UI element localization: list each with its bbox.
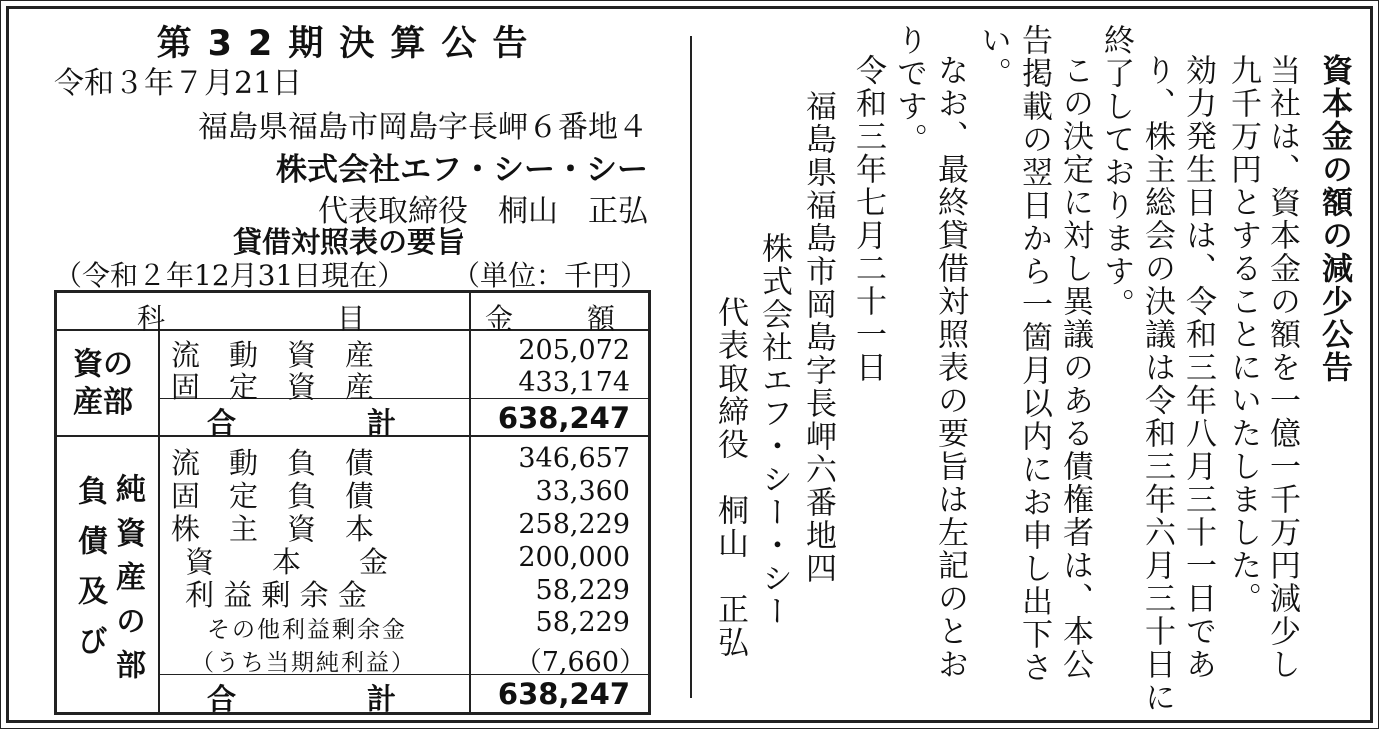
current-assets-value: 205,072 (518, 335, 630, 366)
assets-section-label-2: 産部 (73, 385, 133, 420)
amount-column-divider (469, 293, 471, 712)
assets-total-label-2: 計 (367, 406, 397, 440)
net-income-value: （7,660） (514, 647, 646, 678)
settlement-title: 第32期決算公告 (156, 24, 544, 64)
notice-date-vertical: 令和三年七月二十一日 (850, 54, 886, 384)
notice-company-vertical: 株式会社エフ・シー・シー (756, 232, 792, 628)
balance-sheet-title: 貸借対照表の要旨 (232, 225, 465, 259)
assets-section-divider (57, 435, 648, 437)
notice-col-7: 告掲載の翌日から一箇月以内にお申し出下さ (1016, 24, 1052, 684)
header-amount-2: 額 (587, 302, 616, 335)
liab-section-label-col1: 負債及び (72, 475, 107, 675)
notice-col-10: りです。 (891, 24, 927, 156)
notice-col-1: 当社は、資本金の額を一億一千万円減少し (1264, 54, 1300, 681)
balance-sheet-table (54, 290, 651, 715)
liab-total-label-1: 合 (207, 682, 237, 716)
header-item-1: 科 (137, 302, 166, 335)
other-retained-earnings-value: 58,229 (535, 607, 630, 638)
notice-date: 令和３年７月21日 (54, 66, 303, 101)
notice-col-6: この決定に対し異議のある債権者は、本公 (1057, 54, 1093, 681)
fixed-liabilities-value: 33,360 (535, 476, 630, 507)
notice-col-9: なお、最終貸借対照表の要旨は左記のとお (932, 54, 968, 681)
capital-stock-value: 200,000 (518, 542, 630, 573)
column-separator (690, 36, 692, 698)
assets-section-label-1: 資の (73, 347, 133, 382)
notice-col-8: い。 (975, 24, 1011, 90)
section-column-divider (158, 329, 160, 712)
liab-total-label-2: 計 (367, 682, 397, 716)
notice-representative-vertical: 代表取締役 桐山 正弘 (712, 296, 748, 659)
company-address: 福島県福島市岡島字長岬６番地４ (198, 110, 648, 145)
retained-earnings-label: 利 益 剰 余 金 (185, 578, 367, 612)
retained-earnings-value: 58,229 (535, 575, 630, 606)
shareholders-equity-value: 258,229 (518, 509, 630, 540)
notice-col-4: り、株主総会の決議は令和三年六月三十日に (1139, 54, 1175, 714)
liab-section-label-col2: 純資産の部 (110, 473, 145, 693)
notice-title: 資本金の額の減少公告 (1316, 54, 1352, 384)
liab-total-value: 638,247 (497, 677, 630, 711)
fixed-assets-label: 固 定 資 産 (171, 370, 375, 404)
current-assets-label: 流 動 資 産 (171, 338, 375, 372)
capital-stock-label: 資 本 金 (185, 545, 389, 579)
representative-name: 代表取締役 桐山 正弘 (318, 194, 648, 229)
shareholders-equity-label: 株 主 資 本 (171, 512, 375, 546)
unit-label: （単位：千円） (451, 259, 648, 292)
as-of-date: （令和２年12月31日現在） (54, 259, 406, 292)
fixed-liabilities-label: 固 定 負 債 (171, 479, 375, 513)
other-retained-earnings-label: その他利益剰余金 (207, 617, 407, 643)
header-amount-1: 金 (485, 302, 514, 335)
current-liabilities-value: 346,657 (518, 443, 630, 474)
fixed-assets-value: 433,174 (518, 367, 630, 398)
notice-address-vertical: 福島県福島市岡島字長岬六番地四 (800, 90, 836, 585)
current-liabilities-label: 流 動 負 債 (171, 446, 375, 480)
notice-col-2: 九千万円とすることにいたしました。 (1225, 54, 1261, 615)
notice-col-5: 終了しております。 (1098, 24, 1134, 321)
company-name: 株式会社エフ・シー・シー (276, 152, 648, 188)
net-income-label: （うち当期純利益） (191, 650, 416, 676)
header-item-2: 目 (337, 302, 366, 335)
assets-total-label-1: 合 (207, 406, 237, 440)
assets-total-value: 638,247 (497, 401, 630, 435)
notice-col-3: 効力発生日は、令和三年八月三十一日であ (1180, 54, 1216, 681)
